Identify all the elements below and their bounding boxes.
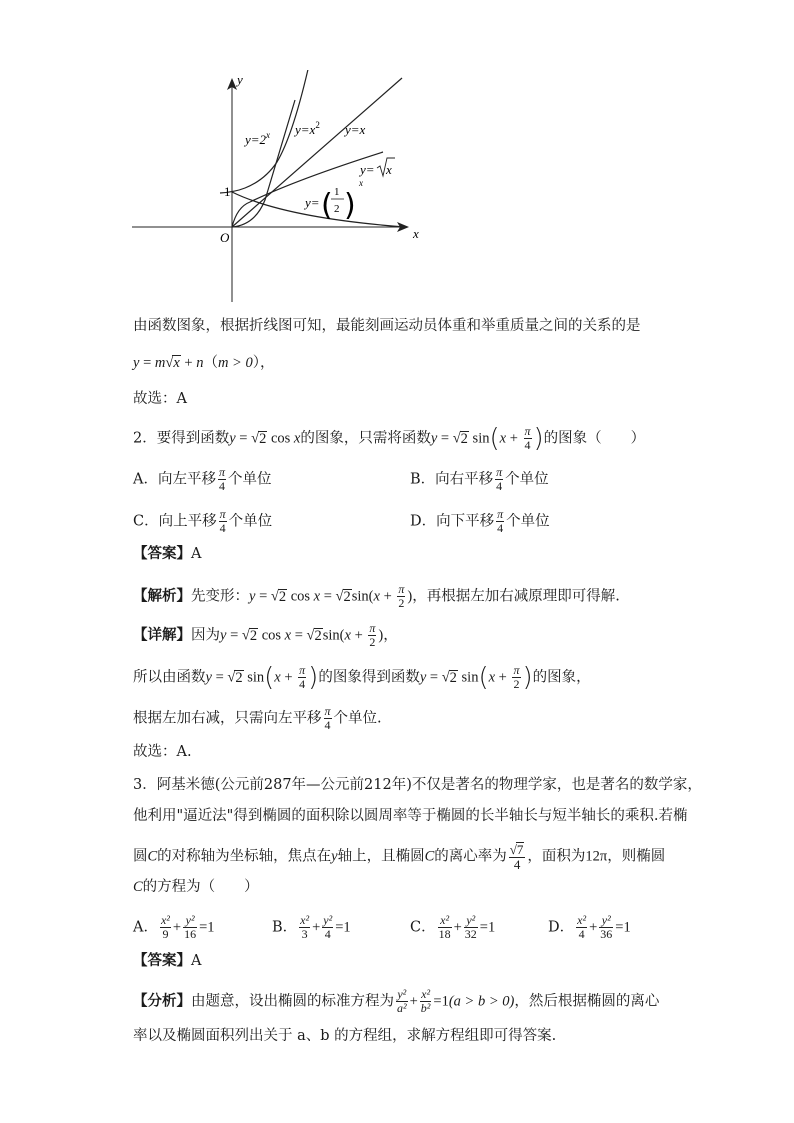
conclusion-answer: 故选：A: [133, 391, 187, 407]
q2-option-a[interactable]: A．向左平移 $\frac{\pi}{4}$ 个单位: [133, 465, 272, 493]
label-linear: y=x: [345, 122, 366, 137]
one-label: 1: [224, 184, 231, 199]
q3-stem-line4: C的方程为（ ）: [133, 879, 259, 895]
q2-detail-line2: 所以由函数y = √2 sin(x + $\frac{\pi}{4}$ )的图象得到函数y = √2 sin(x + $\frac{\pi}{2}$ )的图象，: [133, 662, 591, 693]
q3-stem-line1: 3．阿基米德(公元前287年—公元前212年)不仅是著名的物理学家，也是著名的数学家，: [133, 777, 702, 793]
q3-option-b[interactable]: B． $\frac{\text{x²}}{3}$ + $\frac{\text{y²}}{4}$ =1: [272, 913, 351, 941]
conclusion-formula: y = m√x + n（m > 0），: [133, 355, 275, 371]
svg-text:1: 1: [334, 186, 340, 198]
svg-text:x: x: [386, 162, 392, 177]
label-exp2: $y=2^x$: [245, 130, 271, 147]
q2-option-c[interactable]: C．向上平移 $\frac{\pi}{4}$ 个单位: [133, 507, 273, 535]
q2-analysis: 【解析】先变形：y = √2 cos x = √2sin(x + $\frac{\pi}{2}$ )，再根据左加右减原理即可得解.: [133, 582, 620, 610]
q3-answer: 【答案】A: [133, 952, 202, 969]
y-axis-label: y: [237, 72, 243, 87]
q2-answer: 【答案】A: [133, 545, 202, 562]
function-graph: [125, 70, 425, 320]
q3-analysis: 【分析】由题意，设出椭圆的标准方程为 $\frac{\text{y²}}{\text{a²}}$ + $\frac{\text{x²}}{\text{b²}}$ =1(a > b > 0)，然后根据椭圆的离心: [133, 987, 660, 1015]
svg-text:x: x: [359, 178, 363, 188]
q2-option-d[interactable]: D．向下平移 $\frac{\pi}{4}$ 个单位: [410, 507, 550, 535]
q2-stem: 2．要得到函数y = √2 cos x的图象，只需将函数y = √2 sin(x + $\frac{\pi}{4}$ )的图象（ ）: [133, 423, 646, 454]
q2-detail: 【详解】因为y = √2 cos x = √2sin(x + $\frac{\pi}{2}$ )，: [133, 621, 398, 649]
q3-analysis-line2: 率以及椭圆面积列出关于 a、b 的方程组，求解方程组即可得答案.: [133, 1028, 557, 1044]
q3-option-c[interactable]: C． $\frac{\text{x²}}{18}$ + $\frac{\text{y²}}{32}$ =1: [410, 913, 496, 941]
q2-final: 故选：A.: [133, 744, 192, 760]
svg-text:y=: y=: [360, 162, 375, 177]
svg-text:(: (: [321, 188, 333, 223]
q2-option-b[interactable]: B．向右平移 $\frac{\pi}{4}$ 个单位: [410, 465, 549, 493]
svg-text:2: 2: [334, 203, 340, 215]
svg-text:y=: y=: [305, 195, 320, 210]
q3-stem-line2: 他利用"逼近法"得到椭圆的面积除以圆周率等于椭圆的长半轴长与短半轴长的乘积.若椭: [133, 808, 688, 824]
origin-label: O: [220, 230, 230, 245]
q3-option-a[interactable]: A． $\frac{\text{x²}}{9}$ + $\frac{\text{y²}}{16}$ =1: [133, 913, 215, 941]
label-square: $y=x^2$: [295, 120, 320, 137]
q3-stem-line3: 圆C的对称轴为坐标轴，焦点在y轴上，且椭圆C的离心率为 $\frac{√7}{4}$ ，面积为12π，则椭圆: [133, 842, 666, 872]
x-axis-label: x: [413, 226, 419, 241]
svg-text:): ): [344, 188, 356, 223]
q2-detail-line3: 根据左加右减，只需向左平移 $\frac{\pi}{4}$ 个单位.: [133, 704, 382, 732]
label-sqrt: [358, 158, 395, 177]
q3-option-d[interactable]: D． $\frac{\text{x²}}{4}$ + $\frac{\text{y²}}{36}$ =1: [548, 913, 631, 941]
conclusion-text: 由函数图象，根据折线图可知，最能刻画运动员体重和举重质量之间的关系的是: [133, 318, 641, 334]
